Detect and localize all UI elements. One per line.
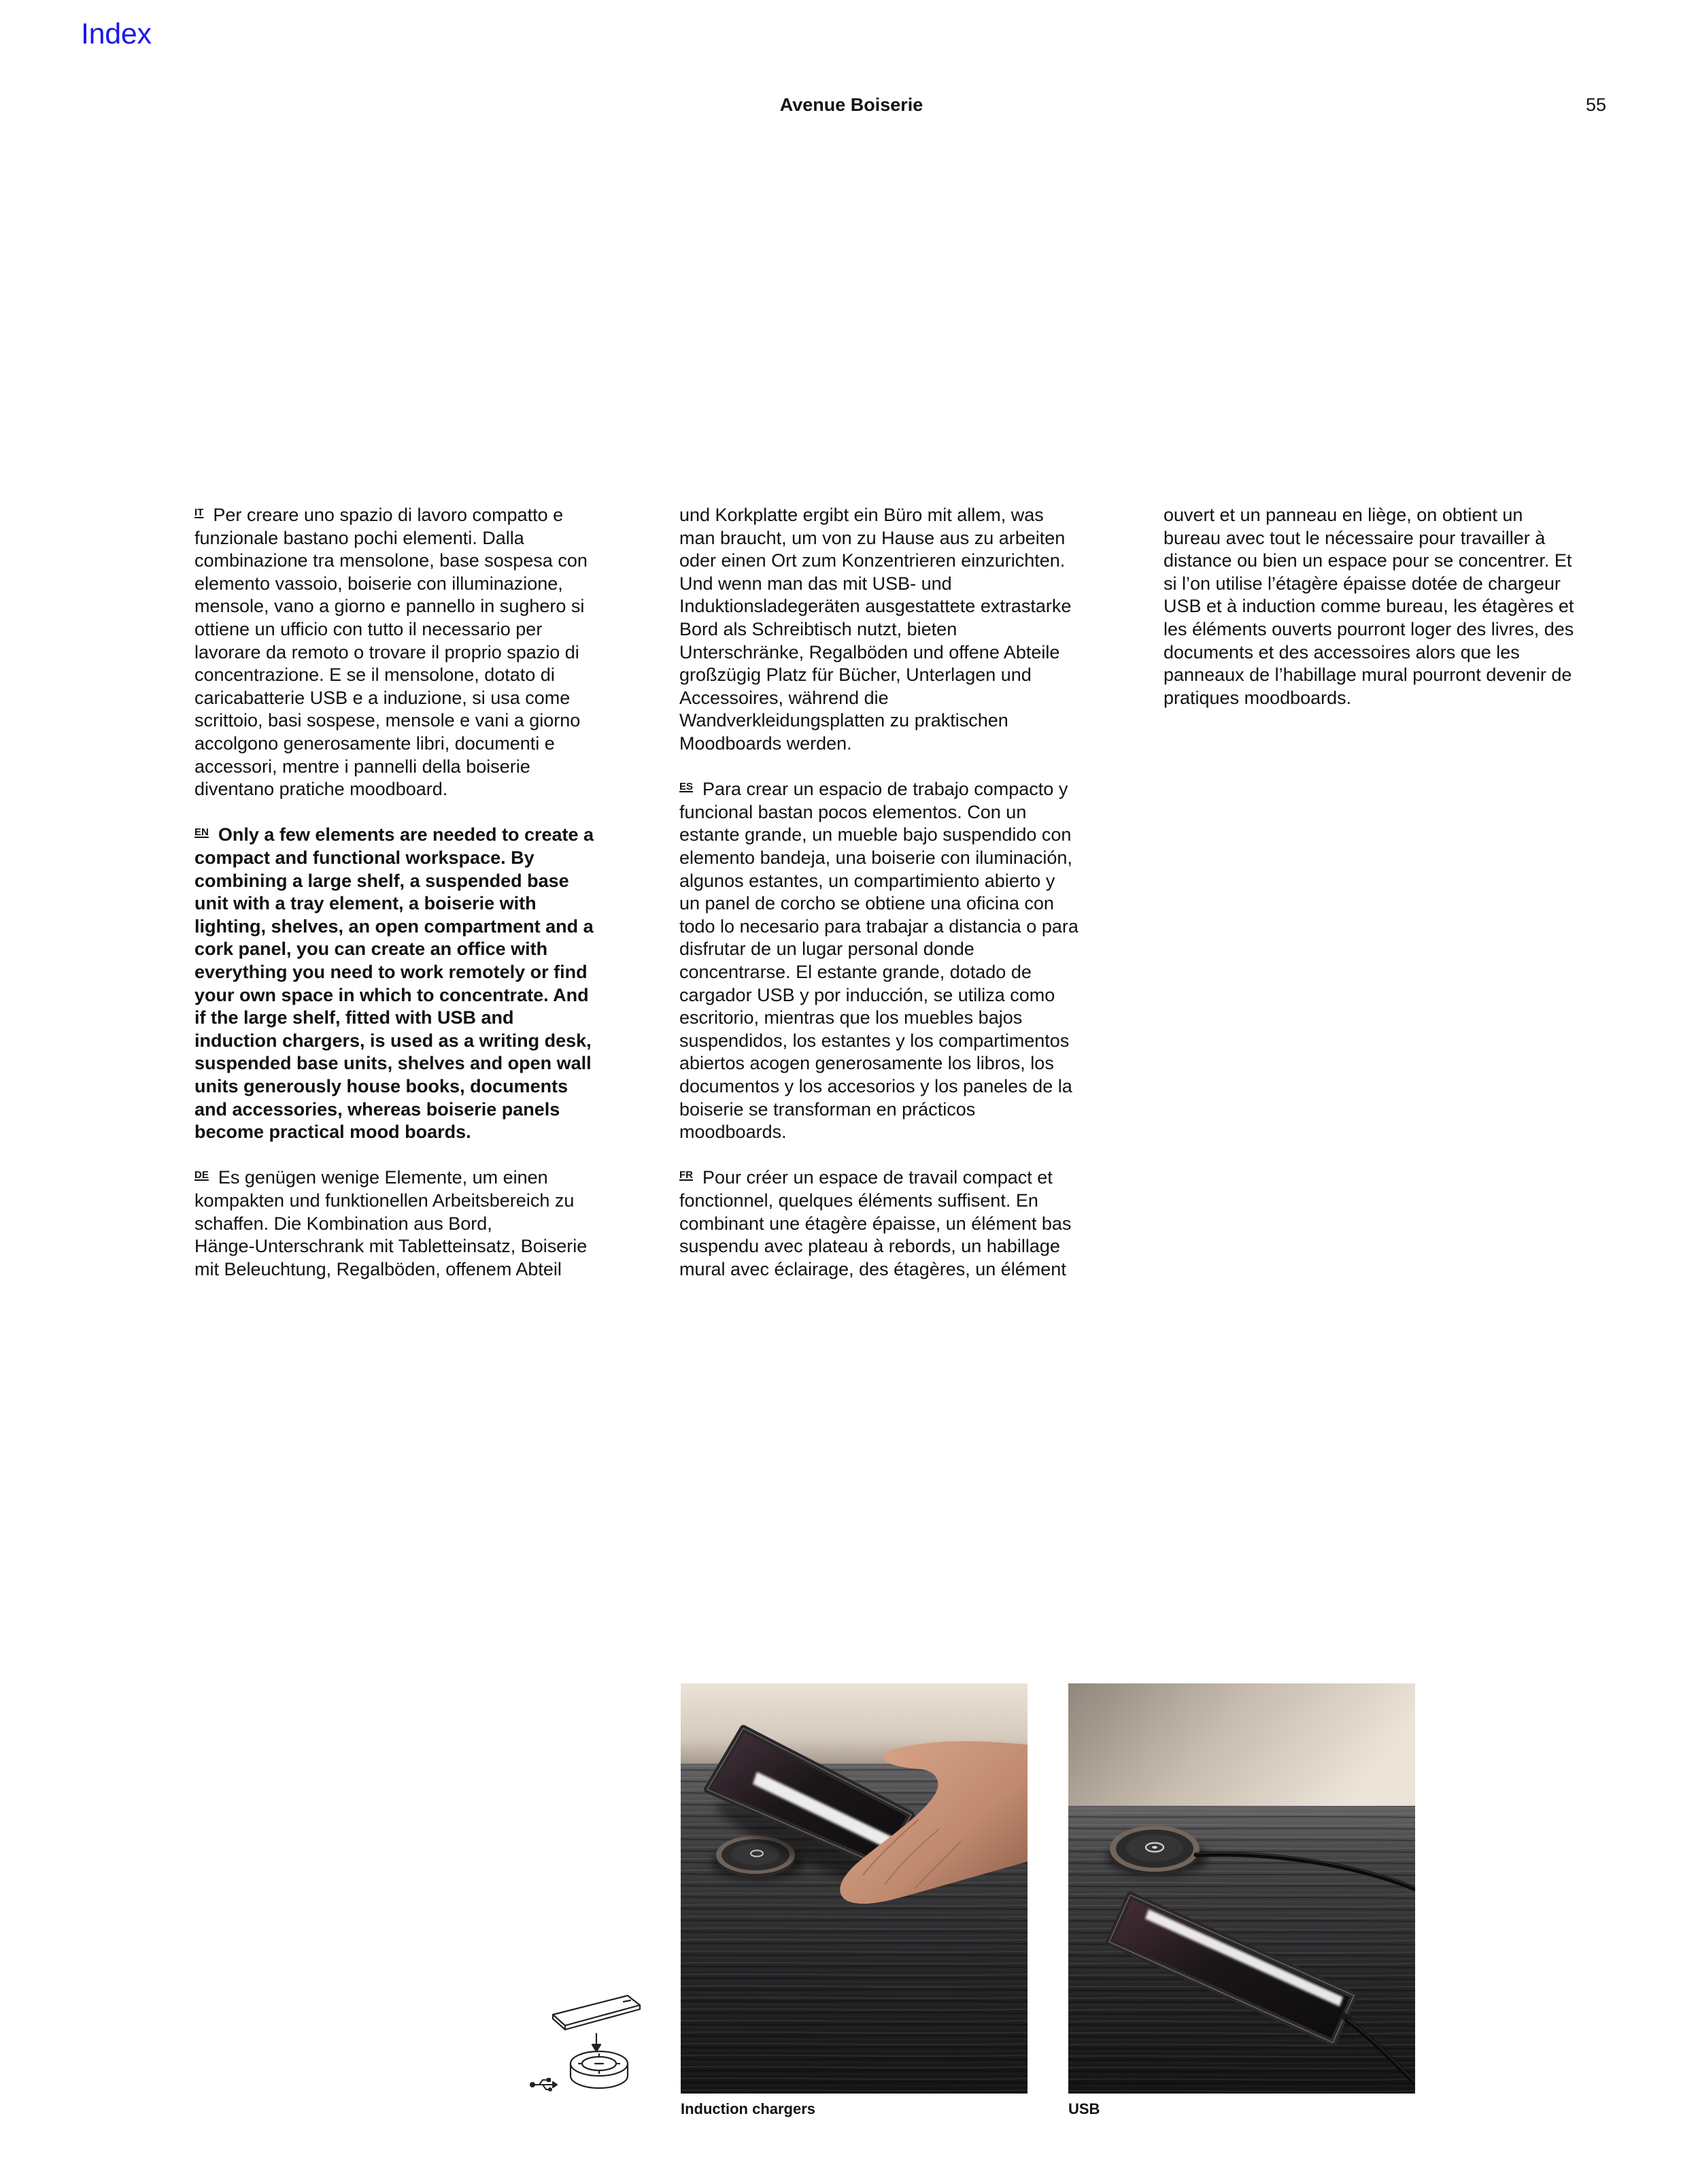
text-line: mensole, vano a giorno e pannello in sughero si <box>194 596 585 617</box>
text-line <box>679 1166 1053 1190</box>
text-line: suspended base units, shelves and open wall <box>194 1053 592 1074</box>
text-line: your own space in which to concentrate. And <box>194 984 589 1005</box>
text-line: Accessoires, während die <box>679 687 889 708</box>
text-line: elemento bandeja, una boiserie con iluminación, <box>679 847 1072 868</box>
text-line: documents et des accessoires alors que les <box>1164 641 1520 662</box>
text-line: suspendidos, los estantes y los compartimentos <box>679 1030 1070 1051</box>
text-line: funcional bastan pocos elementos. Con un <box>679 801 1027 822</box>
text-line: estante grande, un mueble bajo suspendido con <box>679 824 1072 845</box>
text-line-content: Only a few elements are needed to create a <box>218 824 594 845</box>
text-line: caricabatterie USB e a induzione, si usa come <box>194 687 571 708</box>
text-line: oder einen Ort zum Konzentrieren einzurichten. <box>679 550 1066 571</box>
text-line: concentrarse. El estante grande, dotado de <box>679 962 1032 982</box>
usb-symbol-icon <box>530 2079 557 2091</box>
text-line: units generously house books, documents <box>194 1076 568 1096</box>
wall <box>1068 1683 1415 1810</box>
language-tag-fr: FR <box>679 1169 693 1181</box>
text-line: abiertos acogen generosamente los libros, los <box>679 1053 1054 1074</box>
page-number: 55 <box>1585 95 1606 115</box>
text-line: unit with a tray element, a boiserie with <box>194 893 537 914</box>
charger-puck-icon <box>571 2051 628 2088</box>
text-line: disfrutar de un lugar personal donde <box>679 939 974 960</box>
text-line: fonctionnel, quelques éléments suffisent. En <box>679 1190 1038 1211</box>
text-line <box>194 1166 548 1190</box>
text-line <box>194 504 563 527</box>
text-line: Bord als Schreibtisch nutzt, bieten <box>679 619 957 639</box>
text-line: cargador USB y por inducción, se utiliza como <box>679 984 1055 1005</box>
text-line <box>679 778 1068 801</box>
text-line: un panel de corcho se obtiene una oficina con <box>679 893 1054 914</box>
phone-outline-icon <box>553 1996 640 2030</box>
text-line: suspendu avec plateau à rebords, un habillage <box>679 1236 1060 1257</box>
language-tag-es: ES <box>679 781 694 793</box>
text-line: scrittoio, basi sospese, mensole e vani a giorno <box>194 710 581 731</box>
arrow-down-icon <box>592 2034 600 2051</box>
text-line: compact and functional workspace. By <box>194 847 534 868</box>
text-line: algunos estantes, un compartimiento abierto y <box>679 870 1055 891</box>
figure-caption-usb: USB <box>1068 2100 1100 2117</box>
text-line: ottiene un ufficio con tutto il necessario per <box>194 619 543 639</box>
text-line: combining a large shelf, a suspended base <box>194 870 569 891</box>
text-line: und Korkplatte ergibt ein Büro mit allem, was <box>679 505 1044 525</box>
text-line: combinant une étagère épaisse, un élément bas <box>679 1213 1072 1234</box>
language-tag-it: IT <box>194 507 204 518</box>
figure-induction-chargers <box>681 1683 1028 2094</box>
text-line: ouvert et un panneau en liège, on obtient un <box>1164 505 1523 525</box>
text-line: Und wenn man das mit USB- und <box>679 573 952 594</box>
text-line-content: Pour créer un espace de travail compact et <box>702 1167 1053 1188</box>
text-line: todo lo necesario para trabajar a distancia o para <box>679 915 1079 937</box>
text-column-3 <box>1164 504 1626 1281</box>
figure-usb <box>1068 1683 1415 2094</box>
induction-charger-usb-icon <box>528 1992 644 2100</box>
text-line: boiserie se transforman en prácticos <box>679 1098 976 1120</box>
section-title: Avenue Boiserie <box>779 95 923 115</box>
text-line: combinazione tra mensolone, base sospesa con <box>194 550 588 571</box>
text-line: become practical mood boards. <box>194 1122 471 1143</box>
text-line: Induktionsladegeräten ausgestattete extrastarke <box>679 596 1072 617</box>
text-line: si l’on utilise l’étagère épaisse dotée de chargeur <box>1164 573 1561 594</box>
text-line: moodboards. <box>679 1122 787 1143</box>
text-line: lavorare da remoto o trovare il proprio spazio di <box>194 641 579 662</box>
text-line: großzügig Platz für Bücher, Unterlagen und <box>679 665 1032 686</box>
text-line: USB et à induction comme bureau, les étagères et <box>1164 596 1574 617</box>
text-line: mit Beleuchtung, Regalböden, offenem Abteil <box>194 1258 562 1279</box>
text-line: documentos y los accesorios y los paneles de la <box>679 1076 1072 1096</box>
text-line: accessori, mentre i pannelli della boiserie <box>194 756 530 777</box>
text-line: cork panel, you can create an office with <box>194 939 548 960</box>
text-line-content: Para crear un espacio de trabajo compacto y <box>702 779 1068 800</box>
text-line: everything you need to work remotely or find <box>194 962 588 982</box>
text-line: schaffen. Die Kombination aus Bord, <box>194 1213 492 1234</box>
text-line: if the large shelf, fitted with USB and <box>194 1007 514 1028</box>
figure-caption-induction-chargers: Induction chargers <box>681 2100 816 2117</box>
text-line: funzionale bastano pochi elementi. Dalla <box>194 527 524 548</box>
text-line-content: Es genügen wenige Elemente, um einen <box>218 1167 548 1188</box>
text-column-1 <box>194 504 657 1281</box>
text-line: panneaux de l’habillage mural pourront devenir de <box>1164 665 1572 686</box>
text-line: concentrazione. E se il mensolone, dotato di <box>194 665 555 686</box>
text-line-content: Per creare uno spazio di lavoro compatto e <box>213 505 564 525</box>
text-line: lighting, shelves, an open compartment and a <box>194 915 594 937</box>
language-tag-en: EN <box>194 826 209 839</box>
language-tag-de: DE <box>194 1169 209 1181</box>
text-line: diventano pratiche moodboard. <box>194 779 448 800</box>
text-line: induction chargers, is used as a writing desk, <box>194 1030 592 1051</box>
text-line: and accessories, whereas boiserie panels <box>194 1098 560 1120</box>
text-column-2 <box>679 504 1142 1281</box>
text-line: mural avec éclairage, des étagères, un élément <box>679 1258 1066 1279</box>
text-line: escritorio, mientras que los muebles bajos <box>679 1007 1023 1028</box>
text-line: bureau avec tout le nécessaire pour travailler à <box>1164 527 1546 548</box>
index-link[interactable]: Index <box>81 18 152 50</box>
text-line: les éléments ouverts pourront loger des livres, des <box>1164 619 1574 639</box>
text-line: Hänge-Unterschrank mit Tabletteinsatz, Boiserie <box>194 1236 588 1257</box>
text-line: man braucht, um von zu Hause aus zu arbeiten <box>679 527 1066 548</box>
text-line: Wandverkleidungsplatten zu praktischen <box>679 710 1008 731</box>
text-line: accolgono generosamente libri, documenti e <box>194 733 555 754</box>
text-line: Moodboards werden. <box>679 733 852 754</box>
phone-charging-via-usb-photo <box>1068 1683 1415 2094</box>
text-line: pratiques moodboards. <box>1164 687 1352 708</box>
phone-on-induction-charger-photo <box>681 1683 1028 2094</box>
text-line: distance ou bien un espace pour se concentrer. Et <box>1164 550 1572 571</box>
text-line: elemento vassoio, boiserie con illuminazione, <box>194 573 563 594</box>
text-line: kompakten und funktionellen Arbeitsbereich zu <box>194 1190 575 1211</box>
text-line <box>194 824 594 847</box>
text-line: Unterschränke, Regalböden und offene Abteile <box>679 641 1060 662</box>
